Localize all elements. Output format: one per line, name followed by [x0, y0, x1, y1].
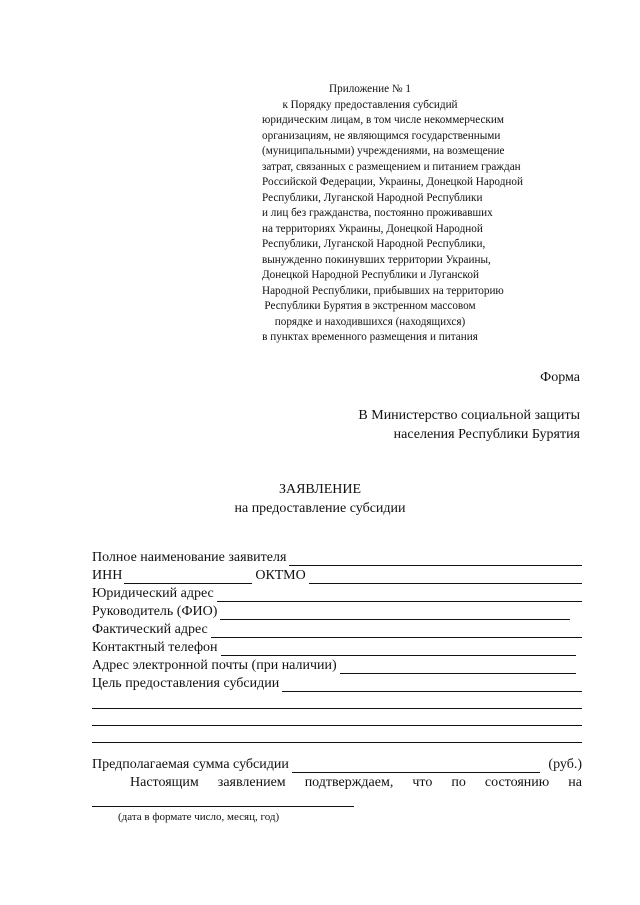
date-field[interactable] — [92, 806, 354, 807]
confirm-word: на — [568, 775, 582, 790]
purpose-field-line-3[interactable] — [92, 709, 582, 726]
confirm-word: состоянию — [484, 775, 550, 790]
actual-address-label: Фактический адрес — [92, 622, 208, 637]
addressee-line-2: населения Республики Бурятия — [393, 427, 580, 442]
email-field[interactable] — [340, 660, 576, 674]
phone-row — [92, 638, 582, 656]
appendix-line: в пунктах временного размещения и питания — [262, 331, 478, 343]
purpose-row — [92, 674, 582, 692]
appendix-line: Народной Республики, прибывших на территорию — [262, 284, 504, 297]
legal-address-label: Юридический адрес — [92, 586, 214, 601]
appendix-line: (муниципальными) учреждениями, на возмещение — [262, 145, 505, 157]
phone-label: Контактный телефон — [92, 640, 218, 655]
inn-label: ИНН — [92, 568, 123, 583]
full-name-label: Полное наименование заявителя — [92, 550, 287, 565]
appendix-line: вынужденно покинувших территории Украины, — [262, 253, 491, 266]
addressee-line-1: В Министерство социальной защиты — [358, 408, 580, 423]
actual-address-field[interactable] — [211, 624, 582, 638]
director-label: Руководитель (ФИО) — [92, 604, 218, 619]
phone-field[interactable] — [221, 642, 576, 656]
appendix-line: к Порядку предоставления субсидий — [282, 98, 458, 111]
sum-label: Предполагаемая сумма субсидии — [92, 757, 289, 772]
sum-unit: (руб.) — [548, 757, 582, 772]
email-label: Адрес электронной почты (при наличии) — [92, 658, 337, 673]
appendix-line: Республики, Луганской Народной Республики — [262, 191, 483, 204]
appendix-line: и лиц без гражданства, постоянно проживавших — [262, 207, 493, 219]
purpose-field[interactable] — [282, 678, 582, 692]
appendix-line: Республики, Луганской Народной Республики, — [262, 238, 486, 250]
director-field[interactable] — [220, 606, 570, 620]
confirm-word: Настоящим — [130, 775, 199, 790]
confirm-word: подтверждаем, — [304, 775, 394, 790]
confirm-word: по — [451, 775, 466, 790]
appendix-line: Донецкой Народной Республики и Луганской — [262, 269, 479, 281]
appendix-line: организациям, не являющимся государственными — [262, 129, 501, 142]
title-sub: на предоставление субсидии — [234, 501, 406, 516]
appendix-line: юридическим лицам, в том числе некоммерческим — [262, 114, 504, 126]
confirm-word: что — [412, 775, 433, 790]
appendix-line: порядке и находившихся (находящихся) — [274, 315, 466, 328]
appendix-block — [262, 82, 523, 346]
purpose-field-line-2[interactable] — [92, 692, 582, 709]
oktmo-field[interactable] — [309, 570, 582, 584]
application-form — [92, 548, 582, 773]
appendix-line: Республики Бурятия в экстренном массовом — [264, 300, 476, 312]
appendix-line: Приложение № 1 — [329, 83, 411, 95]
inn-oktmo-row — [92, 566, 582, 584]
inn-field[interactable] — [124, 570, 252, 584]
purpose-field-line-4[interactable] — [92, 726, 582, 743]
sum-field[interactable] — [292, 759, 541, 773]
legal-address-field[interactable] — [217, 588, 582, 602]
form-label: Форма — [540, 370, 580, 385]
appendix-line: на территориях Украины, Донецкой Народной — [262, 222, 483, 235]
legal-address-row — [92, 584, 582, 602]
title-main: ЗАЯВЛЕНИЕ — [278, 482, 362, 497]
appendix-line: Российской Федерации, Украины, Донецкой Народной — [262, 176, 523, 188]
full-name-row — [92, 548, 582, 566]
date-caption: (дата в формате число, месяц, год) — [118, 811, 280, 823]
purpose-label: Цель предоставления субсидии — [92, 676, 280, 691]
full-name-field[interactable] — [289, 552, 582, 566]
confirmation-text — [92, 775, 582, 791]
email-row — [92, 656, 582, 674]
confirm-word: заявлением — [217, 775, 286, 790]
addressee-block — [358, 406, 580, 444]
sum-row — [92, 755, 582, 773]
appendix-line: затрат, связанных с размещением и питанием граждан — [262, 160, 521, 173]
document-title — [0, 480, 640, 518]
actual-address-row — [92, 620, 582, 638]
director-row — [92, 602, 582, 620]
oktmo-label: ОКТМО — [255, 568, 306, 583]
